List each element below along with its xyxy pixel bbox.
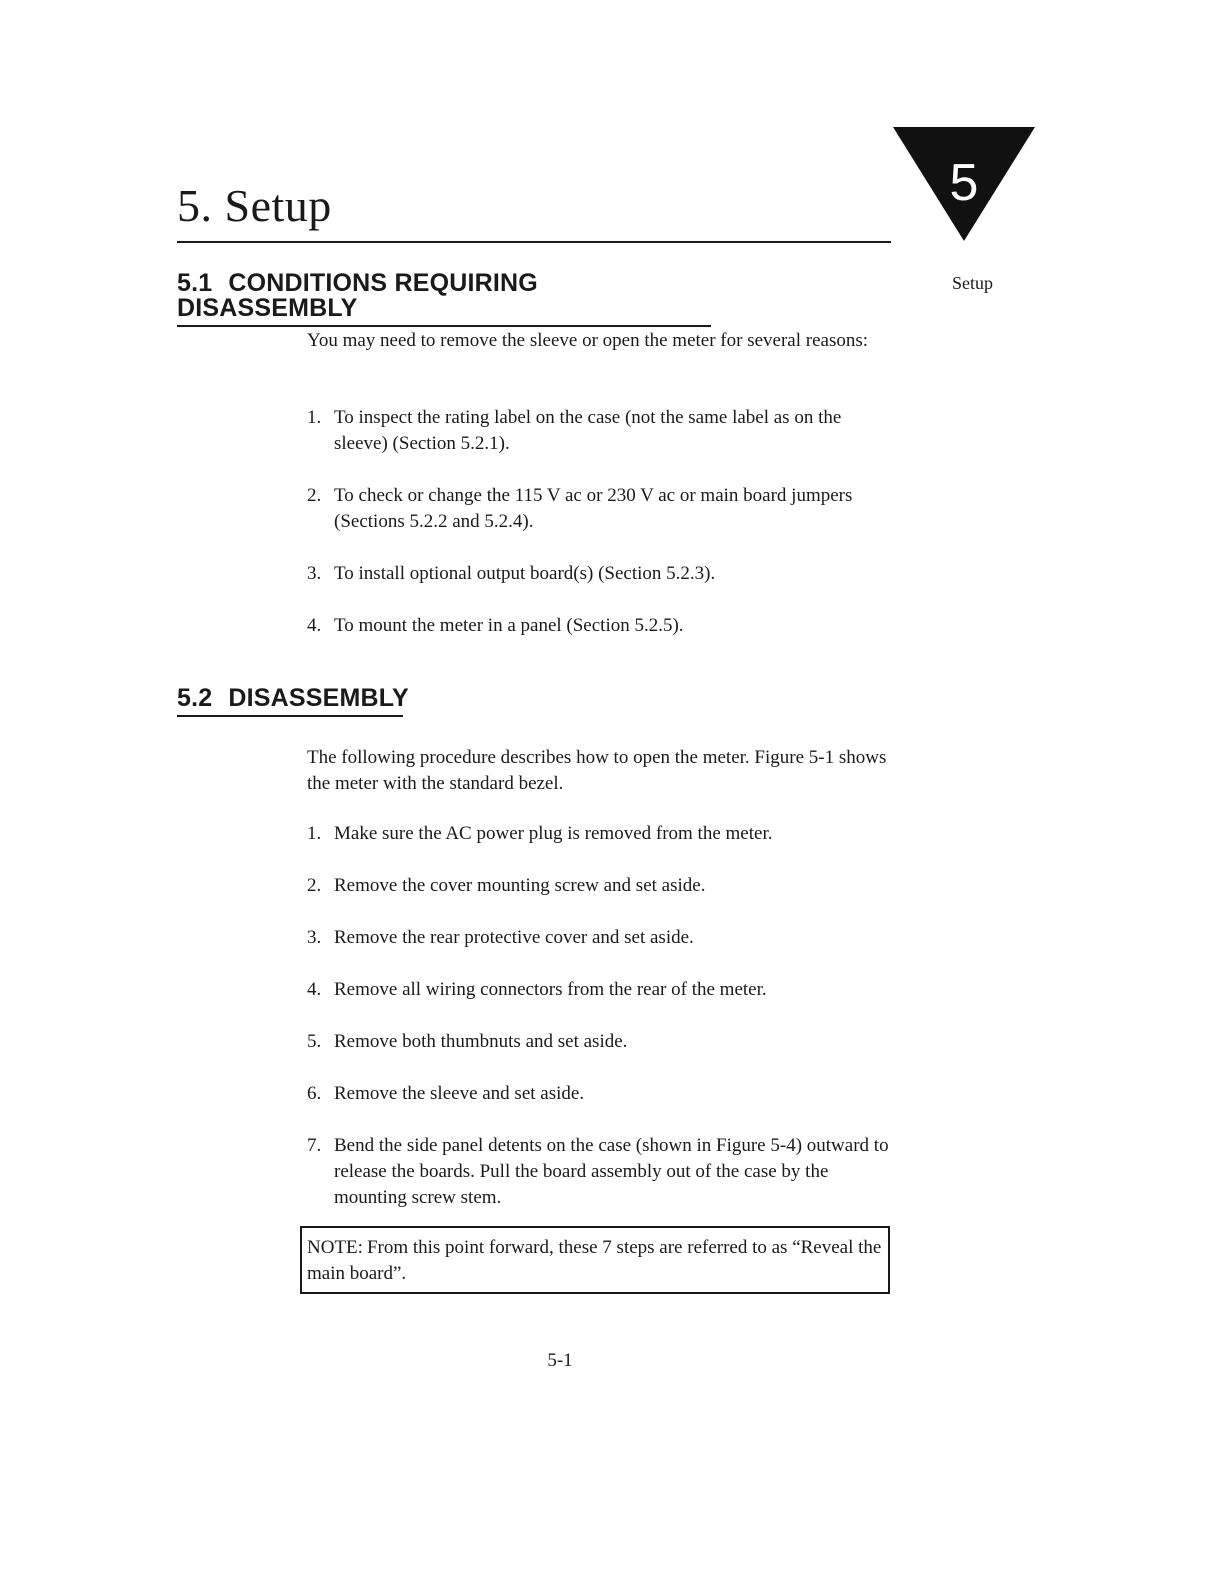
section-number: 5.1 bbox=[177, 269, 213, 297]
section-title: DISASSEMBLY bbox=[228, 684, 409, 712]
section-title: CONDITIONS REQUIRING DISASSEMBLY bbox=[177, 269, 538, 322]
item-number: 2. bbox=[307, 875, 322, 896]
list-item bbox=[307, 873, 897, 899]
chapter-tab-triangle bbox=[893, 127, 1035, 241]
list-item bbox=[307, 561, 897, 587]
item-number: 7. bbox=[307, 1135, 322, 1156]
section-heading bbox=[177, 271, 711, 327]
page-number: 5-1 bbox=[547, 1350, 573, 1371]
list-item bbox=[307, 1029, 897, 1055]
item-text: To inspect the rating label on the case (not the same label as on the sleeve) (Section 5.2.1). bbox=[334, 407, 842, 454]
item-number: 3. bbox=[307, 927, 322, 948]
item-text: To mount the meter in a panel (Section 5.2.5). bbox=[334, 615, 684, 636]
item-text: Remove all wiring connectors from the rear of the meter. bbox=[334, 979, 767, 1000]
section-intro: The following procedure describes how to open the meter. Figure 5-1 shows the meter with the standard bezel. bbox=[307, 747, 887, 794]
item-text: Remove the rear protective cover and set aside. bbox=[334, 927, 694, 948]
item-number: 1. bbox=[307, 407, 322, 428]
item-text: Remove the cover mounting screw and set aside. bbox=[334, 875, 706, 896]
section-heading bbox=[177, 684, 409, 717]
chapter-title: 5. Setup bbox=[177, 180, 332, 231]
note-label: NOTE: bbox=[307, 1237, 363, 1258]
item-text: Make sure the AC power plug is removed from the meter. bbox=[334, 823, 773, 844]
item-text: To check or change the 115 V ac or 230 V ac or main board jumpers (Sections 5.2.2 and 5.2.4). bbox=[334, 485, 853, 532]
disassembly-steps bbox=[307, 821, 897, 1237]
item-text: Remove the sleeve and set aside. bbox=[334, 1083, 585, 1104]
chapter-rule bbox=[177, 241, 891, 243]
item-number: 4. bbox=[307, 979, 322, 1000]
conditions-list bbox=[307, 405, 897, 665]
note-box bbox=[300, 1226, 890, 1294]
side-label: Setup bbox=[952, 273, 994, 293]
item-number: 4. bbox=[307, 615, 322, 636]
list-item bbox=[307, 613, 897, 639]
item-text: Remove both thumbnuts and set aside. bbox=[334, 1031, 628, 1052]
item-text: To install optional output board(s) (Section 5.2.3). bbox=[334, 563, 716, 584]
list-item bbox=[307, 483, 897, 535]
item-number: 6. bbox=[307, 1083, 322, 1104]
item-number: 2. bbox=[307, 485, 322, 506]
item-number: 1. bbox=[307, 823, 322, 844]
chapter-tab-number: 5 bbox=[949, 154, 979, 212]
section-number: 5.2 bbox=[177, 684, 213, 712]
item-text: Bend the side panel detents on the case (shown in Figure 5-4) outward to release the boards. Pull the board assembly out of the case by the mounting screw stem. bbox=[334, 1135, 889, 1208]
list-item bbox=[307, 405, 897, 457]
item-number: 3. bbox=[307, 563, 322, 584]
list-item bbox=[307, 925, 897, 951]
section-intro: You may need to remove the sleeve or open the meter for several reasons: bbox=[307, 330, 869, 351]
list-item bbox=[307, 1133, 897, 1211]
list-item bbox=[307, 1081, 897, 1107]
note-text: From this point forward, these 7 steps are referred to as “Reveal the main board”. bbox=[307, 1237, 882, 1284]
list-item bbox=[307, 821, 897, 847]
item-number: 5. bbox=[307, 1031, 322, 1052]
list-item bbox=[307, 977, 897, 1003]
